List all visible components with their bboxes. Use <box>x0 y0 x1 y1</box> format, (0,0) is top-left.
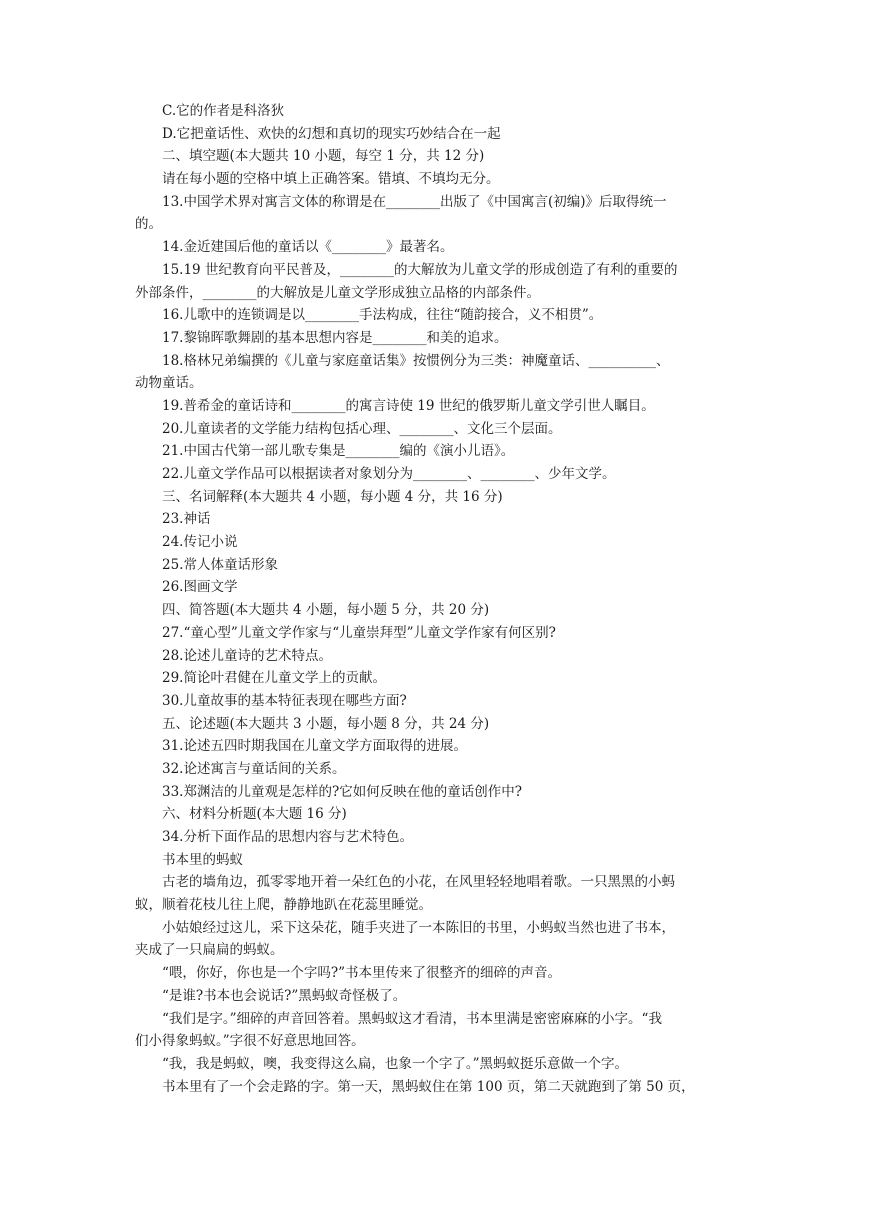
story-paragraph: 小姑娘经过这儿，采下这朵花，随手夹进了一本陈旧的书里，小蚂蚁当然也进了书本， <box>162 919 675 936</box>
story-paragraph: “我，我是蚂蚁，噢，我变得这么扁，也象一个字了。”黑蚂蚁挺乐意做一个字。 <box>162 1055 629 1072</box>
question-13-cont: 的。 <box>135 216 162 233</box>
story-paragraph: 书本里有了一个会走路的字。第一天，黑蚂蚁住在第 100 页，第二天就跑到了第 50 页， <box>162 1078 695 1095</box>
section-heading-fill-in: 二、填空题(本大题共 10 小题，每空 1 分，共 12 分) <box>162 148 485 165</box>
question-15-cont: 外部条件，________的大解放是儿童文学形成独立品格的内部条件。 <box>135 284 540 301</box>
question-15: 15.19 世纪教育向平民普及，________的大解放为儿童文学的形成创造了有利的重要的 <box>162 261 678 278</box>
story-paragraph: 古老的墙角边，孤零零地开着一朵红色的小花，在风里轻轻地唱着歌。一只黑黑的小蚂 <box>162 874 675 891</box>
question-13: 13.中国学术界对寓言文体的称谓是在________出版了《中国寓言(初编)》后取得统一 <box>162 193 667 210</box>
question-14: 14.金近建国后他的童话以《________》最著名。 <box>162 239 454 256</box>
section-heading-terms: 三、名词解释(本大题共 4 小题，每小题 4 分，共 16 分) <box>162 488 503 505</box>
question-32: 32.论述寓言与童话间的关系。 <box>162 760 346 777</box>
option-c: C.它的作者是科洛狄 <box>162 103 285 119</box>
story-paragraph-cont: 们小得象蚂蚁。”字很不好意思地回答。 <box>135 1033 365 1050</box>
story-paragraph: “是谁?书本也会说话?”黑蚂蚁奇怪极了。 <box>162 987 407 1004</box>
question-18: 18.格林兄弟编撰的《儿童与家庭童话集》按惯例分为三类：神魔童话、__________、 <box>162 352 670 369</box>
story-paragraph-cont: 夹成了一只扁扁的蚂蚁。 <box>135 942 284 959</box>
question-26: 26.图画文学 <box>162 579 238 596</box>
question-24: 24.传记小说 <box>162 534 238 551</box>
question-18-cont: 动物童话。 <box>135 375 203 392</box>
question-20: 20.儿童读者的文学能力结构包括心理、________、文化三个层面。 <box>162 420 562 437</box>
section-heading-short-answer: 四、简答题(本大题共 4 小题，每小题 5 分，共 20 分) <box>162 602 490 619</box>
question-19: 19.普希金的童话诗和________的寓言诗使 19 世纪的俄罗斯儿童文学引世人瞩目。 <box>162 397 655 414</box>
question-17: 17.黎锦晖歌舞剧的基本思想内容是________和美的追求。 <box>162 329 508 346</box>
section-heading-analysis: 六、材料分析题(本大题 16 分) <box>162 806 347 823</box>
question-25: 25.常人体童话形象 <box>162 556 278 573</box>
section-instruction: 请在每小题的空格中填上正确答案。错填、不填均无分。 <box>162 171 500 188</box>
question-33: 33.郑渊洁的儿童观是怎样的?它如何反映在他的童话创作中? <box>162 783 522 800</box>
question-31: 31.论述五四时期我国在儿童文学方面取得的进展。 <box>162 738 467 755</box>
question-22: 22.儿童文学作品可以根据读者对象划分为________、________、少年文学。 <box>162 466 616 482</box>
section-heading-essay: 五、论述题(本大题共 3 小题，每小题 8 分，共 24 分) <box>162 715 490 732</box>
story-title: 书本里的蚂蚁 <box>162 851 243 868</box>
question-30: 30.儿童故事的基本特征表现在哪些方面? <box>162 692 407 709</box>
question-34: 34.分析下面作品的思想内容与艺术特色。 <box>162 829 413 845</box>
document-page <box>135 100 708 1098</box>
story-paragraph-cont: 蚁，顺着花枝儿往上爬，静静地趴在花蕊里睡觉。 <box>135 897 432 914</box>
story-paragraph: “我们是字。”细碎的声音回答着。黑蚂蚁这才看清，书本里满是密密麻麻的小字。“我 <box>162 1010 662 1027</box>
option-d: D.它把童话性、欢快的幻想和真切的现实巧妙结合在一起 <box>162 125 501 142</box>
question-16: 16.儿歌中的连锁调是以________手法构成，往往“随韵接合，义不相贯”。 <box>162 307 603 324</box>
question-23: 23.神话 <box>162 511 211 528</box>
story-paragraph: “喂，你好，你也是一个字吗?”书本里传来了很整齐的细碎的声音。 <box>162 965 562 982</box>
question-27: 27.“童心型”儿童文学作家与“儿童崇拜型”儿童文学作家有何区别? <box>162 624 556 641</box>
question-28: 28.论述儿童诗的艺术特点。 <box>162 647 332 664</box>
question-29: 29.简论叶君健在儿童文学上的贡献。 <box>162 670 386 687</box>
question-21: 21.中国古代第一部儿歌专集是________编的《演小儿语》。 <box>162 443 515 460</box>
